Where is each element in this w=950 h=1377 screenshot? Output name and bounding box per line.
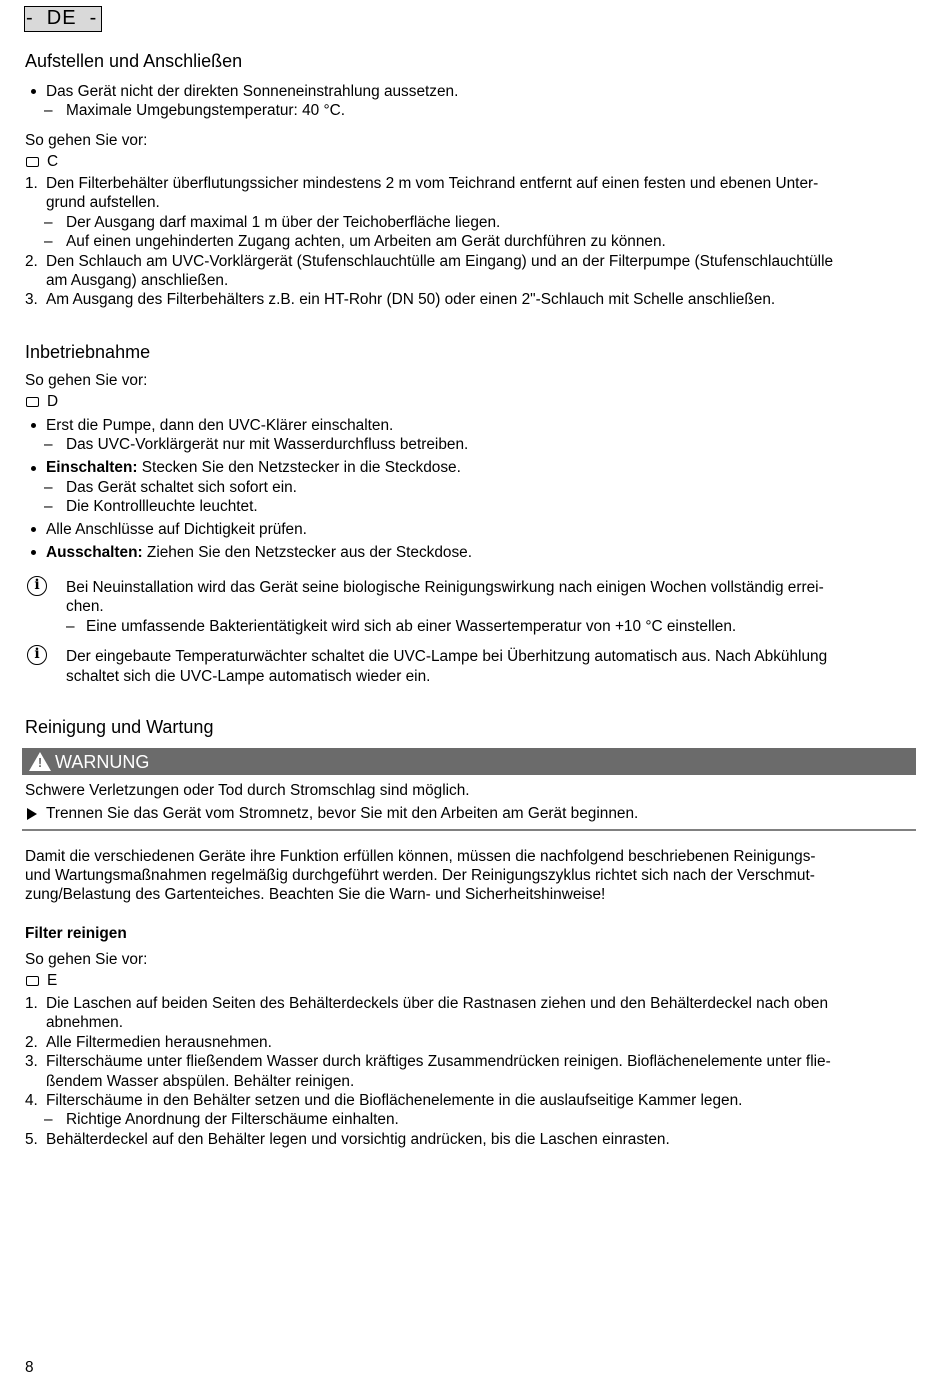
text-line: zung/Belastung des Gartenteiches. Beachten Sie die Warn- und Sicherheitshinweise! bbox=[25, 886, 606, 903]
figure-reference-icon bbox=[26, 397, 39, 407]
text-line: Filterschäume unter fließendem Wasser durch kräftiges Zusammendrücken reinigen. Bioflächenelemente unter flie- bbox=[46, 1053, 831, 1070]
procedure-label: So gehen Sie vor: bbox=[25, 951, 148, 968]
text-line: Eine umfassende Bakterientätigkeit wird sich ab einer Wassertemperatur von +10 °C einstellen. bbox=[86, 618, 737, 635]
section-title-setup: Aufstellen und Anschließen bbox=[25, 51, 243, 71]
bullet bbox=[31, 527, 36, 532]
text-span: Stecken Sie den Netzstecker in die Steckdose. bbox=[137, 459, 461, 476]
step-number: 3. bbox=[25, 291, 38, 308]
step-number: 2. bbox=[25, 253, 38, 270]
text-line: Am Ausgang des Filterbehälters z.B. ein HT-Rohr (DN 50) oder einen 2"-Schlauch mit Schelle anschließen. bbox=[46, 291, 776, 308]
figure-reference-label: C bbox=[47, 153, 59, 170]
figure-reference-label: D bbox=[47, 393, 59, 410]
procedure-label: So gehen Sie vor: bbox=[25, 372, 148, 389]
subsection-title: Filter reinigen bbox=[25, 925, 127, 942]
text-line: ßendem Wasser abspülen. Behälter reinigen. bbox=[46, 1073, 355, 1090]
info-icon: i bbox=[27, 645, 47, 665]
warning-text: Schwere Verletzungen oder Tod durch Stromschlag sind möglich. bbox=[25, 782, 470, 799]
dash: – bbox=[66, 618, 75, 635]
step-number: 1. bbox=[25, 995, 38, 1012]
step-number: 1. bbox=[25, 175, 38, 192]
text-line: am Ausgang) anschließen. bbox=[46, 272, 229, 289]
dash: – bbox=[44, 233, 53, 250]
text-line: Alle Filtermedien herausnehmen. bbox=[46, 1034, 272, 1051]
text-line: Maximale Umgebungstemperatur: 40 °C. bbox=[66, 102, 346, 119]
bullet bbox=[31, 550, 36, 555]
step-number: 2. bbox=[25, 1034, 38, 1051]
text-line: Filterschäume in den Behälter setzen und die Bioflächenelemente in die auslaufseitige Kammer legen. bbox=[46, 1092, 743, 1109]
text-line: abnehmen. bbox=[46, 1014, 124, 1031]
text-line: Die Kontrollleuchte leuchtet. bbox=[66, 498, 258, 515]
language-badge: - DE - bbox=[24, 6, 102, 32]
warning-exclamation: ! bbox=[37, 755, 43, 770]
bullet bbox=[31, 423, 36, 428]
dash: – bbox=[44, 498, 53, 515]
text-line: Damit die verschiedenen Geräte ihre Funktion erfüllen können, müssen die nachfolgend beschriebenen Reinigungs- bbox=[25, 848, 816, 865]
text-line: Den Schlauch am UVC-Vorklärgerät (Stufenschlauchtülle am Eingang) und an der Filterpumpe (Stufenschlauchtülle bbox=[46, 253, 834, 270]
text-line: Die Laschen auf beiden Seiten des Behälterdeckels über die Rastnasen ziehen und den Behälterdeckel nach oben bbox=[46, 995, 829, 1012]
text-line: Behälterdeckel auf den Behälter legen und vorsichtig andrücken, bis die Laschen einrasten. bbox=[46, 1131, 670, 1148]
warning-action: Trennen Sie das Gerät vom Stromnetz, bevor Sie mit den Arbeiten am Gerät beginnen. bbox=[46, 805, 639, 822]
text-line: Richtige Anordnung der Filterschäume einhalten. bbox=[66, 1111, 399, 1128]
text-line: und Wartungsmaßnahmen regelmäßig durchgeführt werden. Der Reinigungszyklus richtet sich nach der Verschmut- bbox=[25, 867, 815, 884]
arrow-right-icon bbox=[27, 808, 37, 820]
bold-label: Ausschalten: bbox=[46, 544, 143, 561]
warning-bar bbox=[22, 748, 916, 775]
text-line bbox=[46, 458, 461, 477]
text-line: Auf einen ungehinderten Zugang achten, um Arbeiten am Gerät durchführen zu können. bbox=[66, 233, 666, 250]
dash: – bbox=[44, 1111, 53, 1128]
figure-reference-label: E bbox=[47, 972, 58, 989]
text-line: Das Gerät schaltet sich sofort ein. bbox=[66, 479, 297, 496]
text-line bbox=[46, 543, 472, 562]
text-line: chen. bbox=[66, 598, 104, 615]
text-line: Das UVC-Vorklärgerät nur mit Wasserdurchfluss betreiben. bbox=[66, 436, 469, 453]
text-line: schaltet sich die UVC-Lampe automatisch wieder ein. bbox=[66, 668, 431, 685]
section-title-commissioning: Inbetriebnahme bbox=[25, 342, 151, 362]
bullet bbox=[31, 466, 36, 471]
section-title-maintenance: Reinigung und Wartung bbox=[25, 717, 214, 737]
text-line: Den Filterbehälter überflutungssicher mindestens 2 m vom Teichrand entfernt auf einen festen und ebenen Unter- bbox=[46, 175, 819, 192]
text-line: Der eingebaute Temperaturwächter schaltet die UVC-Lampe bei Überhitzung automatisch aus. Nach Abkühlung bbox=[66, 648, 828, 665]
text-line: Bei Neuinstallation wird das Gerät seine biologische Reinigungswirkung nach einigen Wochen vollständig errei- bbox=[66, 579, 824, 596]
text-line: Erst die Pumpe, dann den UVC-Klärer einschalten. bbox=[46, 417, 394, 434]
dash: – bbox=[44, 102, 53, 119]
text-line: grund aufstellen. bbox=[46, 194, 160, 211]
text-line: Das Gerät nicht der direkten Sonneneinstrahlung aussetzen. bbox=[46, 83, 459, 100]
info-icon: i bbox=[27, 576, 47, 596]
dash: – bbox=[44, 436, 53, 453]
dash: – bbox=[44, 479, 53, 496]
step-number: 3. bbox=[25, 1053, 38, 1070]
text-line: Alle Anschlüsse auf Dichtigkeit prüfen. bbox=[46, 521, 307, 538]
dash: – bbox=[44, 214, 53, 231]
step-number: 4. bbox=[25, 1092, 38, 1109]
bold-label: Einschalten: bbox=[46, 459, 138, 476]
warning-label: WARNUNG bbox=[55, 752, 150, 772]
figure-reference-icon bbox=[26, 157, 39, 167]
procedure-label: So gehen Sie vor: bbox=[25, 132, 148, 149]
text-span: Ziehen Sie den Netzstecker aus der Steckdose. bbox=[142, 544, 473, 561]
step-number: 5. bbox=[25, 1131, 38, 1148]
bullet bbox=[31, 89, 36, 94]
text-line: Der Ausgang darf maximal 1 m über der Teichoberfläche liegen. bbox=[66, 214, 501, 231]
figure-reference-icon bbox=[26, 976, 39, 986]
divider bbox=[22, 829, 916, 831]
page-number: 8 bbox=[25, 1359, 34, 1376]
